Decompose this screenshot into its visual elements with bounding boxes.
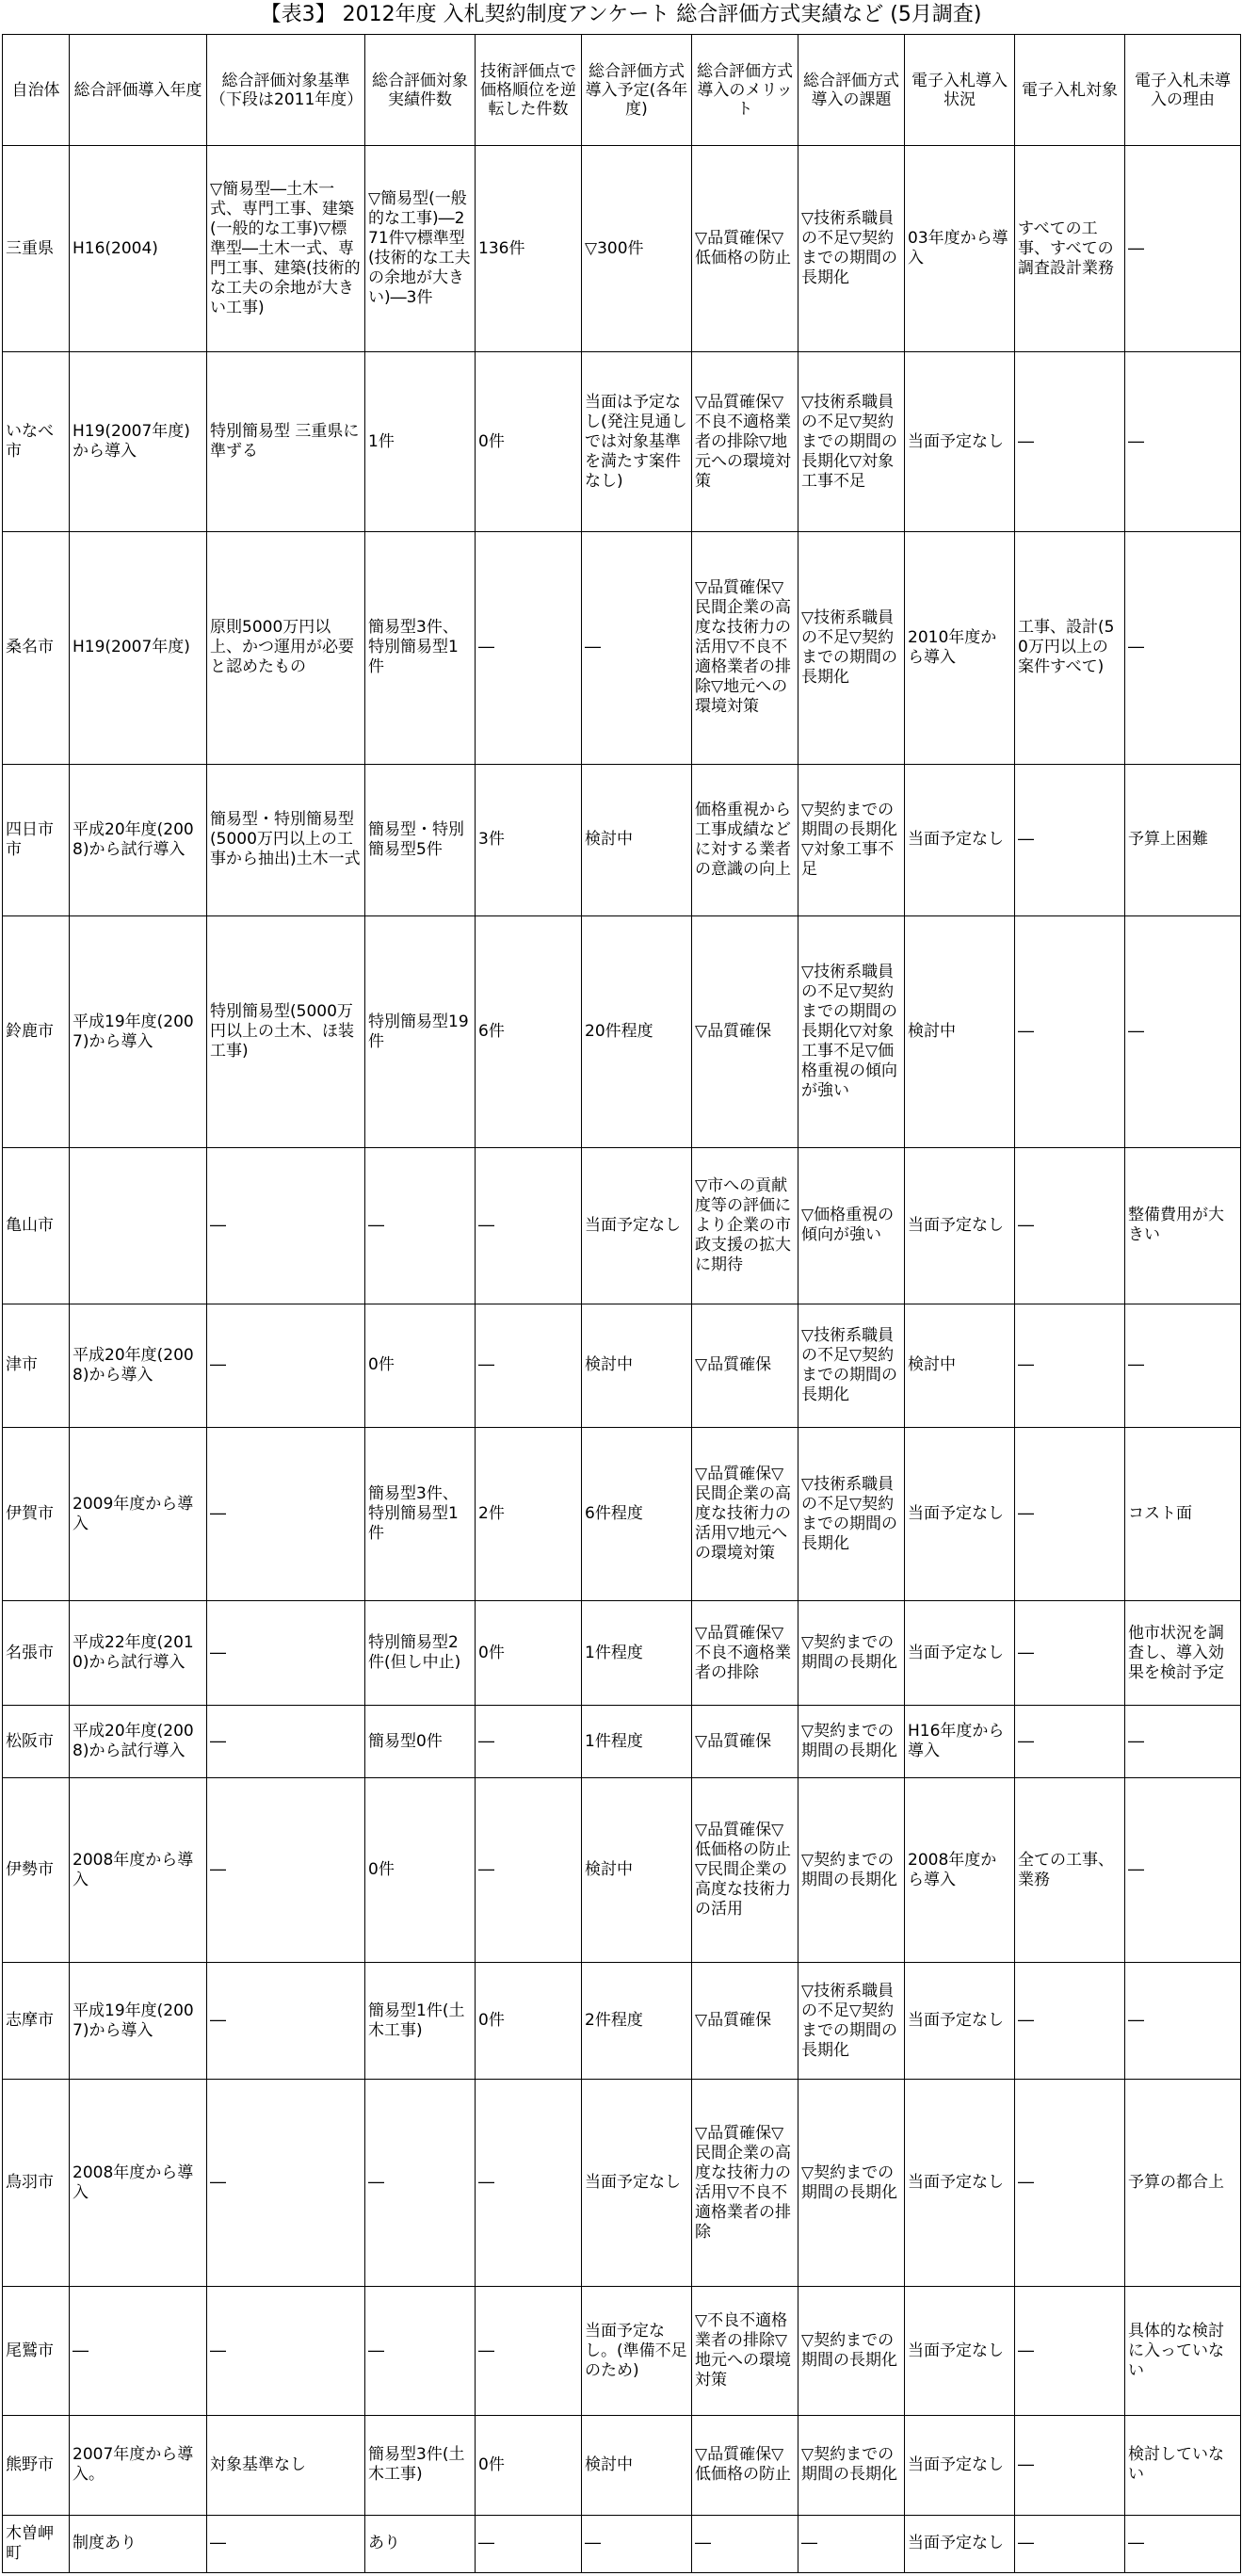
header-cell-reversal-count: 技術評価点で価格順位を逆転した件数 — [476, 35, 582, 146]
table-cell: 松阪市 — [3, 1705, 70, 1777]
table-cell: ― — [207, 1428, 365, 1601]
table-cell: 制度あり — [70, 2515, 207, 2572]
table-cell: ― — [1015, 352, 1125, 532]
table-cell: ▽契約までの期間の長期化 — [798, 1601, 905, 1706]
table-cell: 特別簡易型(5000万円以上の土木、ほ装工事) — [207, 916, 365, 1147]
table-row — [3, 146, 1241, 352]
table-cell: 桑名市 — [3, 532, 70, 764]
table-cell: 平成19年度(2007)から導入 — [70, 1963, 207, 2080]
table-cell: 簡易型3件、特別簡易型1件 — [365, 532, 476, 764]
table-cell: ▽品質確保▽低価格の防止▽民間企業の高度な技術力の活用 — [692, 1778, 798, 1963]
table-cell: ▽300件 — [582, 146, 692, 352]
table-cell: 平成20年度(2008)から導入 — [70, 1304, 207, 1428]
header-cell-ebid-target: 電子入札対象 — [1015, 35, 1125, 146]
header-cell-record-count: 総合評価対象実績件数 — [365, 35, 476, 146]
table-cell: ▽品質確保▽民間企業の高度な技術力の活用▽不良不適格業者の排除▽地元への環境対策 — [692, 532, 798, 764]
table-cell: ▽品質確保▽不良不適格業者の排除▽地元への環境対策 — [692, 352, 798, 532]
table-cell: 当面は予定なし(発注見通しでは対象基準を満たす案件なし) — [582, 352, 692, 532]
table-cell: H16年度から導入 — [905, 1705, 1015, 1777]
table-cell: 特別簡易型19件 — [365, 916, 476, 1147]
table-cell: ▽簡易型(一般的な工事)―271件▽標準型(技術的な工夫の余地が大きい)―3件 — [365, 146, 476, 352]
table-cell: すべての工事、すべての調査設計業務 — [1015, 146, 1125, 352]
table-cell — [70, 1147, 207, 1304]
table-cell: 当面予定なし — [905, 352, 1015, 532]
table-cell: 三重県 — [3, 146, 70, 352]
table-cell: あり — [365, 2515, 476, 2572]
table-cell: ― — [365, 1147, 476, 1304]
table-cell: ▽簡易型―土木一式、専門工事、建築(一般的な工事)▽標準型―土木一式、専門工事、建築(技術的な工夫の余地が大きい工事) — [207, 146, 365, 352]
table-cell: 2008年度から導入 — [905, 1778, 1015, 1963]
table-cell: ― — [207, 1705, 365, 1777]
table-cell: ▽契約までの期間の長期化 — [798, 1778, 905, 1963]
table-cell: ― — [1015, 2080, 1125, 2287]
table-title: 【表3】 2012年度 入札契約制度アンケート 総合評価方式実績など (5月調査) — [260, 3, 982, 26]
table-cell: 3件 — [476, 764, 582, 916]
table-cell: 2008年度から導入 — [70, 1778, 207, 1963]
table-cell: ― — [476, 1705, 582, 1777]
table-cell: ▽品質確保 — [692, 1705, 798, 1777]
table-cell: ― — [476, 1304, 582, 1428]
table-header — [3, 35, 1241, 146]
table-cell: 津市 — [3, 1304, 70, 1428]
table-cell: ▽技術系職員の不足▽契約までの期間の長期化 — [798, 1428, 905, 1601]
table-cell: 検討中 — [582, 2415, 692, 2515]
table-cell: ― — [476, 1778, 582, 1963]
table-cell: ▽価格重視の傾向が強い — [798, 1147, 905, 1304]
table-cell: 当面予定なし — [905, 2080, 1015, 2287]
table-cell: ▽技術系職員の不足▽契約までの期間の長期化▽対象工事不足▽価格重視の傾向が強い — [798, 916, 905, 1147]
table-cell: 簡易型・特別簡易型5件 — [365, 764, 476, 916]
table-cell: 1件程度 — [582, 1705, 692, 1777]
table-cell: 0件 — [476, 2415, 582, 2515]
table-cell: ― — [365, 2080, 476, 2287]
table-cell: 四日市市 — [3, 764, 70, 916]
table-cell: 1件 — [365, 352, 476, 532]
table-cell: 工事、設計(50万円以上の案件すべて) — [1015, 532, 1125, 764]
table-cell: ― — [1125, 146, 1241, 352]
table-cell: 2件程度 — [582, 1963, 692, 2080]
table-cell: 6件程度 — [582, 1428, 692, 1601]
table-row — [3, 2415, 1241, 2515]
survey-table — [2, 34, 1241, 2573]
table-cell: ― — [1015, 1601, 1125, 1706]
table-row — [3, 916, 1241, 1147]
table-cell: 1件程度 — [582, 1601, 692, 1706]
table-cell: ― — [207, 2287, 365, 2416]
table-cell: H19(2007年度) — [70, 532, 207, 764]
table-cell: 鈴鹿市 — [3, 916, 70, 1147]
table-cell: 予算の都合上 — [1125, 2080, 1241, 2287]
table-cell: 簡易型0件 — [365, 1705, 476, 1777]
table-cell: 簡易型・特別簡易型(5000万円以上の工事から抽出)土木一式 — [207, 764, 365, 916]
table-cell: ― — [1015, 1304, 1125, 1428]
table-cell: ― — [692, 2515, 798, 2572]
table-cell: 2件 — [476, 1428, 582, 1601]
table-cell: ▽品質確保▽低価格の防止 — [692, 2415, 798, 2515]
table-cell: 伊勢市 — [3, 1778, 70, 1963]
table-cell: ― — [1125, 916, 1241, 1147]
table-cell: ▽品質確保▽民間企業の高度な技術力の活用▽地元への環境対策 — [692, 1428, 798, 1601]
header-cell-municipality: 自治体 — [3, 35, 70, 146]
table-cell: ― — [207, 1147, 365, 1304]
table-row — [3, 1963, 1241, 2080]
table-cell: ― — [1125, 1963, 1241, 2080]
table-cell: 志摩市 — [3, 1963, 70, 2080]
header-cell-plan: 総合評価方式導入予定(各年度) — [582, 35, 692, 146]
table-cell: 検討中 — [905, 1304, 1015, 1428]
table-cell: ― — [207, 1778, 365, 1963]
table-cell: 2009年度から導入 — [70, 1428, 207, 1601]
table-cell: 簡易型1件(土木工事) — [365, 1963, 476, 2080]
table-cell: ▽品質確保▽低価格の防止 — [692, 146, 798, 352]
table-row — [3, 1304, 1241, 1428]
header-cell-criteria: 総合評価対象基準（下段は2011年度） — [207, 35, 365, 146]
table-cell: ― — [207, 1601, 365, 1706]
table-cell: ▽契約までの期間の長期化 — [798, 2415, 905, 2515]
table-cell: ― — [1015, 1963, 1125, 2080]
table-cell: ― — [582, 2515, 692, 2572]
table-cell: 当面予定なし — [905, 2287, 1015, 2416]
table-cell: 0件 — [476, 1963, 582, 2080]
table-cell: 当面予定なし — [905, 1963, 1015, 2080]
table-cell: ― — [207, 1963, 365, 2080]
header-cell-ebid-reason: 電子入札未導入の理由 — [1125, 35, 1241, 146]
table-cell: ▽不良不適格業者の排除▽地元への環境対策 — [692, 2287, 798, 2416]
table-cell: 簡易型3件、特別簡易型1件 — [365, 1428, 476, 1601]
table-cell: 木曽岬町 — [3, 2515, 70, 2572]
table-cell: ― — [365, 2287, 476, 2416]
table-row — [3, 764, 1241, 916]
table-cell: ― — [207, 2515, 365, 2572]
table-cell: 特別簡易型2件(但し中止) — [365, 1601, 476, 1706]
table-cell: ▽技術系職員の不足▽契約までの期間の長期化 — [798, 532, 905, 764]
table-cell: 尾鷲市 — [3, 2287, 70, 2416]
table-cell: 2008年度から導入 — [70, 2080, 207, 2287]
table-cell: ― — [582, 532, 692, 764]
table-cell: 0件 — [365, 1304, 476, 1428]
table-cell: 当面予定なし — [582, 1147, 692, 1304]
table-cell: ― — [1015, 1428, 1125, 1601]
table-cell: 価格重視から工事成績などに対する業者の意識の向上 — [692, 764, 798, 916]
table-cell: 平成19年度(2007)から導入 — [70, 916, 207, 1147]
table-cell: 当面予定なし — [582, 2080, 692, 2287]
table-row — [3, 2287, 1241, 2416]
table-row — [3, 1778, 1241, 1963]
table-cell: 平成20年度(2008)から試行導入 — [70, 1705, 207, 1777]
header-cell-issue: 総合評価方式導入の課題 — [798, 35, 905, 146]
table-cell: 亀山市 — [3, 1147, 70, 1304]
table-cell: ― — [1015, 1705, 1125, 1777]
header-cell-adoption-year: 総合評価導入年度 — [70, 35, 207, 146]
table-cell: ▽契約までの期間の長期化 — [798, 2287, 905, 2416]
table-cell: 熊野市 — [3, 2415, 70, 2515]
header-cell-merit: 総合評価方式導入のメリット — [692, 35, 798, 146]
table-cell: 136件 — [476, 146, 582, 352]
table-cell: 0件 — [476, 1601, 582, 1706]
table-cell: 検討中 — [582, 764, 692, 916]
table-cell: 検討中 — [582, 1778, 692, 1963]
table-cell: 簡易型3件(土木工事) — [365, 2415, 476, 2515]
table-cell: 6件 — [476, 916, 582, 1147]
table-cell: 当面予定なし — [905, 1147, 1015, 1304]
table-cell: 平成20年度(2008)から試行導入 — [70, 764, 207, 916]
table-body — [3, 146, 1241, 2573]
table-row — [3, 1705, 1241, 1777]
table-cell: ▽品質確保▽民間企業の高度な技術力の活用▽不良不適格業者の排除 — [692, 2080, 798, 2287]
table-cell: ― — [1125, 1304, 1241, 1428]
table-cell: ― — [70, 2287, 207, 2416]
table-row — [3, 1147, 1241, 1304]
table-row — [3, 2515, 1241, 2572]
table-cell: 名張市 — [3, 1601, 70, 1706]
table-cell: ― — [1015, 2287, 1125, 2416]
table-cell: ▽技術系職員の不足▽契約までの期間の長期化 — [798, 146, 905, 352]
table-cell: 整備費用が大きい — [1125, 1147, 1241, 1304]
table-cell: 検討していない — [1125, 2415, 1241, 2515]
table-cell: ▽契約までの期間の長期化 — [798, 2080, 905, 2287]
table-cell: ▽技術系職員の不足▽契約までの期間の長期化 — [798, 1963, 905, 2080]
table-row — [3, 1428, 1241, 1601]
table-cell: 検討中 — [582, 1304, 692, 1428]
table-row — [3, 2080, 1241, 2287]
table-cell: 鳥羽市 — [3, 2080, 70, 2287]
table-cell: H16(2004) — [70, 146, 207, 352]
table-cell: ▽契約までの期間の長期化▽対象工事不足 — [798, 764, 905, 916]
table-cell: ▽品質確保▽不良不適格業者の排除 — [692, 1601, 798, 1706]
table-cell: ― — [1015, 2415, 1125, 2515]
table-cell: 0件 — [365, 1778, 476, 1963]
table-cell: ▽技術系職員の不足▽契約までの期間の長期化▽対象工事不足 — [798, 352, 905, 532]
table-cell: 他市状況を調査し、導入効果を検討予定 — [1125, 1601, 1241, 1706]
table-row — [3, 1601, 1241, 1706]
table-cell: 当面予定なし — [905, 1428, 1015, 1601]
table-cell: H19(2007年度)から導入 — [70, 352, 207, 532]
table-cell: 当面予定なし — [905, 2515, 1015, 2572]
table-cell: 全ての工事、業務 — [1015, 1778, 1125, 1963]
table-cell: 原則5000万円以上、かつ運用が必要と認めたもの — [207, 532, 365, 764]
table-cell: 2010年度から導入 — [905, 532, 1015, 764]
table-cell: ― — [476, 1147, 582, 1304]
table-cell: 20件程度 — [582, 916, 692, 1147]
table-cell: ― — [207, 1304, 365, 1428]
table-cell: 当面予定なし — [905, 1601, 1015, 1706]
table-cell: ― — [1015, 1147, 1125, 1304]
header-cell-ebid-status: 電子入札導入状況 — [905, 35, 1015, 146]
table-cell: 0件 — [476, 352, 582, 532]
table-cell: ― — [476, 2080, 582, 2287]
table-cell: ▽契約までの期間の長期化 — [798, 1705, 905, 1777]
table-cell: 当面予定なし — [905, 2415, 1015, 2515]
table-cell: 03年度から導入 — [905, 146, 1015, 352]
table-cell: ▽技術系職員の不足▽契約までの期間の長期化 — [798, 1304, 905, 1428]
table-cell: 対象基準なし — [207, 2415, 365, 2515]
table-cell: ▽品質確保 — [692, 916, 798, 1147]
table-cell: ― — [1125, 1778, 1241, 1963]
table-cell: ― — [476, 2287, 582, 2416]
table-cell: ― — [476, 2515, 582, 2572]
table-cell: 予算上困難 — [1125, 764, 1241, 916]
table-cell: ― — [1125, 532, 1241, 764]
table-cell: 平成22年度(2010)から試行導入 — [70, 1601, 207, 1706]
table-cell: ▽品質確保 — [692, 1304, 798, 1428]
table-cell: ― — [1125, 352, 1241, 532]
table-cell: 2007年度から導入。 — [70, 2415, 207, 2515]
table-row — [3, 352, 1241, 532]
table-row — [3, 532, 1241, 764]
table-cell: ― — [1015, 764, 1125, 916]
table-cell: 当面予定なし。(準備不足のため) — [582, 2287, 692, 2416]
table-cell: ― — [1125, 2515, 1241, 2572]
table-cell: ▽市への貢献度等の評価により企業の市政支援の拡大に期待 — [692, 1147, 798, 1304]
table-cell: 当面予定なし — [905, 764, 1015, 916]
table-cell: ― — [207, 2080, 365, 2287]
table-cell: ― — [1125, 1705, 1241, 1777]
table-cell: ― — [1015, 2515, 1125, 2572]
table-cell: ▽品質確保 — [692, 1963, 798, 2080]
table-cell: 伊賀市 — [3, 1428, 70, 1601]
table-cell: 具体的な検討に入っていない — [1125, 2287, 1241, 2416]
table-cell: 検討中 — [905, 916, 1015, 1147]
table-cell: ― — [1015, 916, 1125, 1147]
table-cell: コスト面 — [1125, 1428, 1241, 1601]
table-cell: いなべ市 — [3, 352, 70, 532]
table-cell: ― — [798, 2515, 905, 2572]
table-cell: ― — [476, 532, 582, 764]
table-cell: 特別簡易型 三重県に準ずる — [207, 352, 365, 532]
